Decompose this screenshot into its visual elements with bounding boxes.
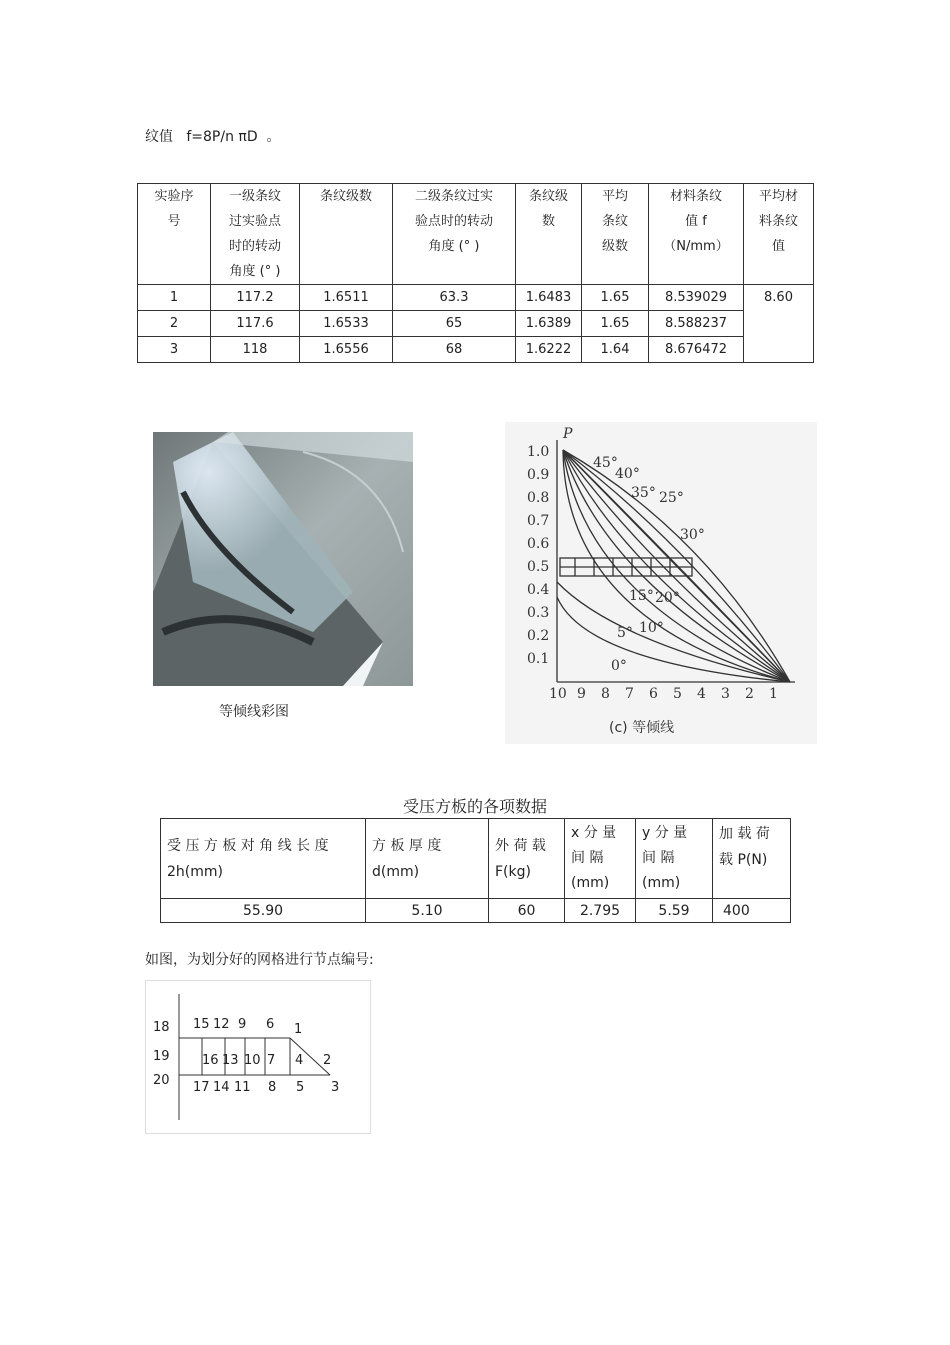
avg-fringe-value-cell: 8.60 [744, 285, 814, 363]
header-cell: 外 荷 载 F(kg) [489, 819, 565, 899]
x-tick: 7 [625, 686, 634, 702]
isoclinic-photo [153, 432, 413, 686]
cell: 63.3 [393, 285, 516, 311]
header-cell: 受 压 方 板 对 角 线 长 度 2h(mm) [161, 819, 366, 899]
curve-label: 35° [631, 485, 656, 501]
cell: 55.90 [161, 899, 366, 923]
cell: 68 [393, 337, 516, 363]
y-axis-label: P [563, 426, 573, 442]
node-label: 15 [193, 1017, 210, 1032]
cell: 3 [138, 337, 211, 363]
cell: 1.6556 [300, 337, 393, 363]
y-tick: 0.3 [527, 605, 550, 621]
curve-label: 0° [611, 658, 627, 674]
cell: 1.65 [582, 311, 649, 337]
node-label: 18 [153, 1020, 170, 1035]
header-cell: 条纹级数 [300, 184, 393, 285]
table-header-row [138, 184, 814, 285]
table-row [138, 285, 814, 311]
header-cell: x 分 量 间 隔 (mm) [565, 819, 636, 899]
y-tick: 1.0 [527, 444, 550, 460]
table-row [138, 311, 814, 337]
x-tick: 4 [697, 686, 706, 702]
node-label: 14 [213, 1080, 230, 1095]
node-label: 20 [153, 1073, 170, 1088]
cell: 65 [393, 311, 516, 337]
x-tick: 1 [769, 686, 778, 702]
mesh-figure [145, 980, 371, 1134]
x-tick: 5 [673, 686, 682, 702]
x-tick: 6 [649, 686, 658, 702]
curve-label: 40° [615, 466, 640, 482]
header-cell: 平均 条纹 级数 [582, 184, 649, 285]
cell: 8.676472 [649, 337, 744, 363]
node-label: 13 [222, 1053, 239, 1068]
y-tick: 0.9 [527, 467, 550, 483]
cell: 1.6483 [516, 285, 582, 311]
node-label: 7 [267, 1053, 276, 1068]
mesh-note: 如图，为划分好的网格进行节点编号: [145, 952, 374, 968]
cell: 117.2 [211, 285, 300, 311]
cell: 118 [211, 337, 300, 363]
cell: 117.6 [211, 311, 300, 337]
y-tick: 0.5 [527, 559, 550, 575]
cell: 2.795 [565, 899, 636, 923]
y-tick: 0.4 [527, 582, 550, 598]
header-cell: 二级条纹过实 验点时的转动 角度 (° ) [393, 184, 516, 285]
chart-caption: (c) 等倾线 [609, 720, 675, 736]
table-header-row [161, 819, 791, 899]
formula-text: 纹值 f=8P/n πD 。 [145, 129, 281, 145]
curve-label: 5° [617, 625, 633, 641]
x-tick: 3 [721, 686, 730, 702]
header-cell: 平均材 料条纹 值 [744, 184, 814, 285]
cell: 8.588237 [649, 311, 744, 337]
cell: 1.65 [582, 285, 649, 311]
node-label: 12 [213, 1017, 230, 1032]
header-cell: 材料条纹 值 f （N/mm） [649, 184, 744, 285]
experiment-table [137, 183, 814, 363]
node-label: 9 [238, 1017, 247, 1032]
node-label: 8 [268, 1080, 277, 1095]
node-label: 16 [202, 1053, 219, 1068]
node-label: 2 [323, 1053, 332, 1068]
table-row [161, 899, 791, 923]
y-tick: 0.1 [527, 651, 550, 667]
cell: 5.10 [366, 899, 489, 923]
node-label: 6 [266, 1017, 275, 1032]
curve-label: 15° [629, 588, 654, 604]
node-label: 1 [294, 1022, 303, 1037]
curve-label: 25° [659, 490, 684, 506]
node-label: 4 [295, 1053, 304, 1068]
x-tick: 8 [601, 686, 610, 702]
node-label: 5 [296, 1080, 305, 1095]
curve-label: 30° [680, 527, 705, 543]
y-tick: 0.8 [527, 490, 550, 506]
cell: 1 [138, 285, 211, 311]
curve-label: 45° [593, 455, 618, 471]
table-row [138, 337, 814, 363]
curve-label: 10° [639, 620, 664, 636]
cell: 400 [713, 899, 791, 923]
y-tick: 0.7 [527, 513, 550, 529]
curve-label: 20° [655, 590, 680, 606]
header-cell: 方 板 厚 度 d(mm) [366, 819, 489, 899]
cell: 1.6222 [516, 337, 582, 363]
y-tick: 0.2 [527, 628, 550, 644]
plate-data-table [160, 818, 791, 923]
x-tick: 2 [745, 686, 754, 702]
header-cell: 加 载 荷 载 P(N) [713, 819, 791, 899]
header-cell: 一级条纹 过实验点 时的转动 角度 (° ) [211, 184, 300, 285]
node-label: 10 [244, 1053, 261, 1068]
photo-caption: 等倾线彩图 [219, 704, 289, 720]
cell: 1.6389 [516, 311, 582, 337]
cell: 5.59 [636, 899, 713, 923]
y-tick: 0.6 [527, 536, 550, 552]
x-tick: 10 [549, 686, 567, 702]
table2-title: 受压方板的各项数据 [402, 797, 547, 816]
cell: 8.539029 [649, 285, 744, 311]
node-label: 3 [331, 1080, 340, 1095]
cell: 60 [489, 899, 565, 923]
node-label: 19 [153, 1049, 170, 1064]
x-tick: 9 [577, 686, 586, 702]
cell: 1.6533 [300, 311, 393, 337]
cell: 2 [138, 311, 211, 337]
header-cell: 实验序 号 [138, 184, 211, 285]
node-label: 11 [234, 1080, 251, 1095]
cell: 1.64 [582, 337, 649, 363]
header-cell: y 分 量 间 隔 (mm) [636, 819, 713, 899]
isoclinic-chart [505, 422, 817, 744]
cell: 1.6511 [300, 285, 393, 311]
node-label: 17 [193, 1080, 210, 1095]
header-cell: 条纹级 数 [516, 184, 582, 285]
